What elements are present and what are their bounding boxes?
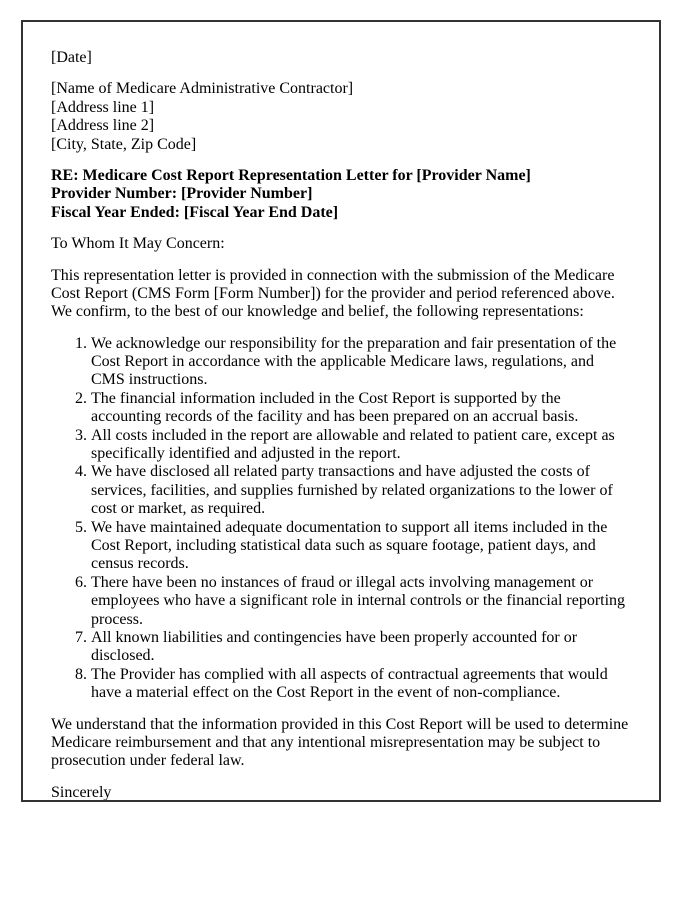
- subject-provider-number-line: Provider Number: [Provider Number]: [51, 185, 313, 203]
- closing-paragraph: We understand that the information provided in this Cost Report will be used to determine Medicare reimbursement and that any intentional misrepresentation may be subject to prosecution under federal law.: [51, 715, 629, 770]
- representation-item: 1. We acknowledge our responsibility for the preparation and fair presentation of the Cost Report in accordance with the applicable Medicare laws, regulations, and CMS instructions.: [91, 335, 631, 390]
- subject-re-line: RE: Medicare Cost Report Representation Letter for [Provider Name]: [51, 166, 531, 184]
- recipient-address-line-1: [Address line 1]: [51, 98, 155, 116]
- representation-item: 2. The financial information included in the Cost Report is supported by the accounting records of the facility and has been prepared on an accrual basis.: [91, 390, 631, 427]
- subject-block: [51, 167, 631, 222]
- recipient-city-state-zip: [City, State, Zip Code]: [51, 135, 197, 153]
- intro-paragraph: This representation letter is provided in connection with the submission of the Medicare Cost Report (CMS Form [Form Number]) for the provider and period referenced above. We confirm, to the best of our knowledge and belief, the following representations:: [51, 266, 615, 321]
- signoff: Sincerely: [51, 783, 112, 801]
- representation-item: 4. We have disclosed all related party transactions and have adjusted the costs of services, facilities, and supplies furnished by related organizations to the lower of cost or market, as required.: [91, 463, 631, 518]
- representation-item: 7. All known liabilities and contingencies have been properly accounted for or disclosed.: [91, 629, 631, 666]
- representation-item: 8. The Provider has complied with all aspects of contractual agreements that would have a material effect on the Cost Report in the event of non-compliance.: [91, 666, 631, 703]
- salutation: To Whom It May Concern:: [51, 235, 225, 253]
- letter-document: [21, 20, 661, 802]
- recipient-address-line-2: [Address line 2]: [51, 117, 155, 135]
- recipient-address-block: [51, 80, 631, 154]
- representation-item: 3. All costs included in the report are allowable and related to patient care, except as specifically identified and adjusted in the report.: [91, 427, 631, 464]
- representation-item: 6. There have been no instances of fraud or illegal acts involving management or employees who have a significant role in internal controls or the financial reporting process.: [91, 574, 631, 629]
- representations-list: [51, 335, 631, 703]
- recipient-name: [Name of Medicare Administrative Contractor]: [51, 80, 354, 98]
- date-line: [51, 49, 631, 67]
- representation-item: 5. We have maintained adequate documentation to support all items included in the Cost Report, including statistical data such as square footage, patient days, and census records.: [91, 519, 631, 574]
- subject-fiscal-year-line: Fiscal Year Ended: [Fiscal Year End Date]: [51, 203, 339, 221]
- date-placeholder: [Date]: [51, 49, 92, 66]
